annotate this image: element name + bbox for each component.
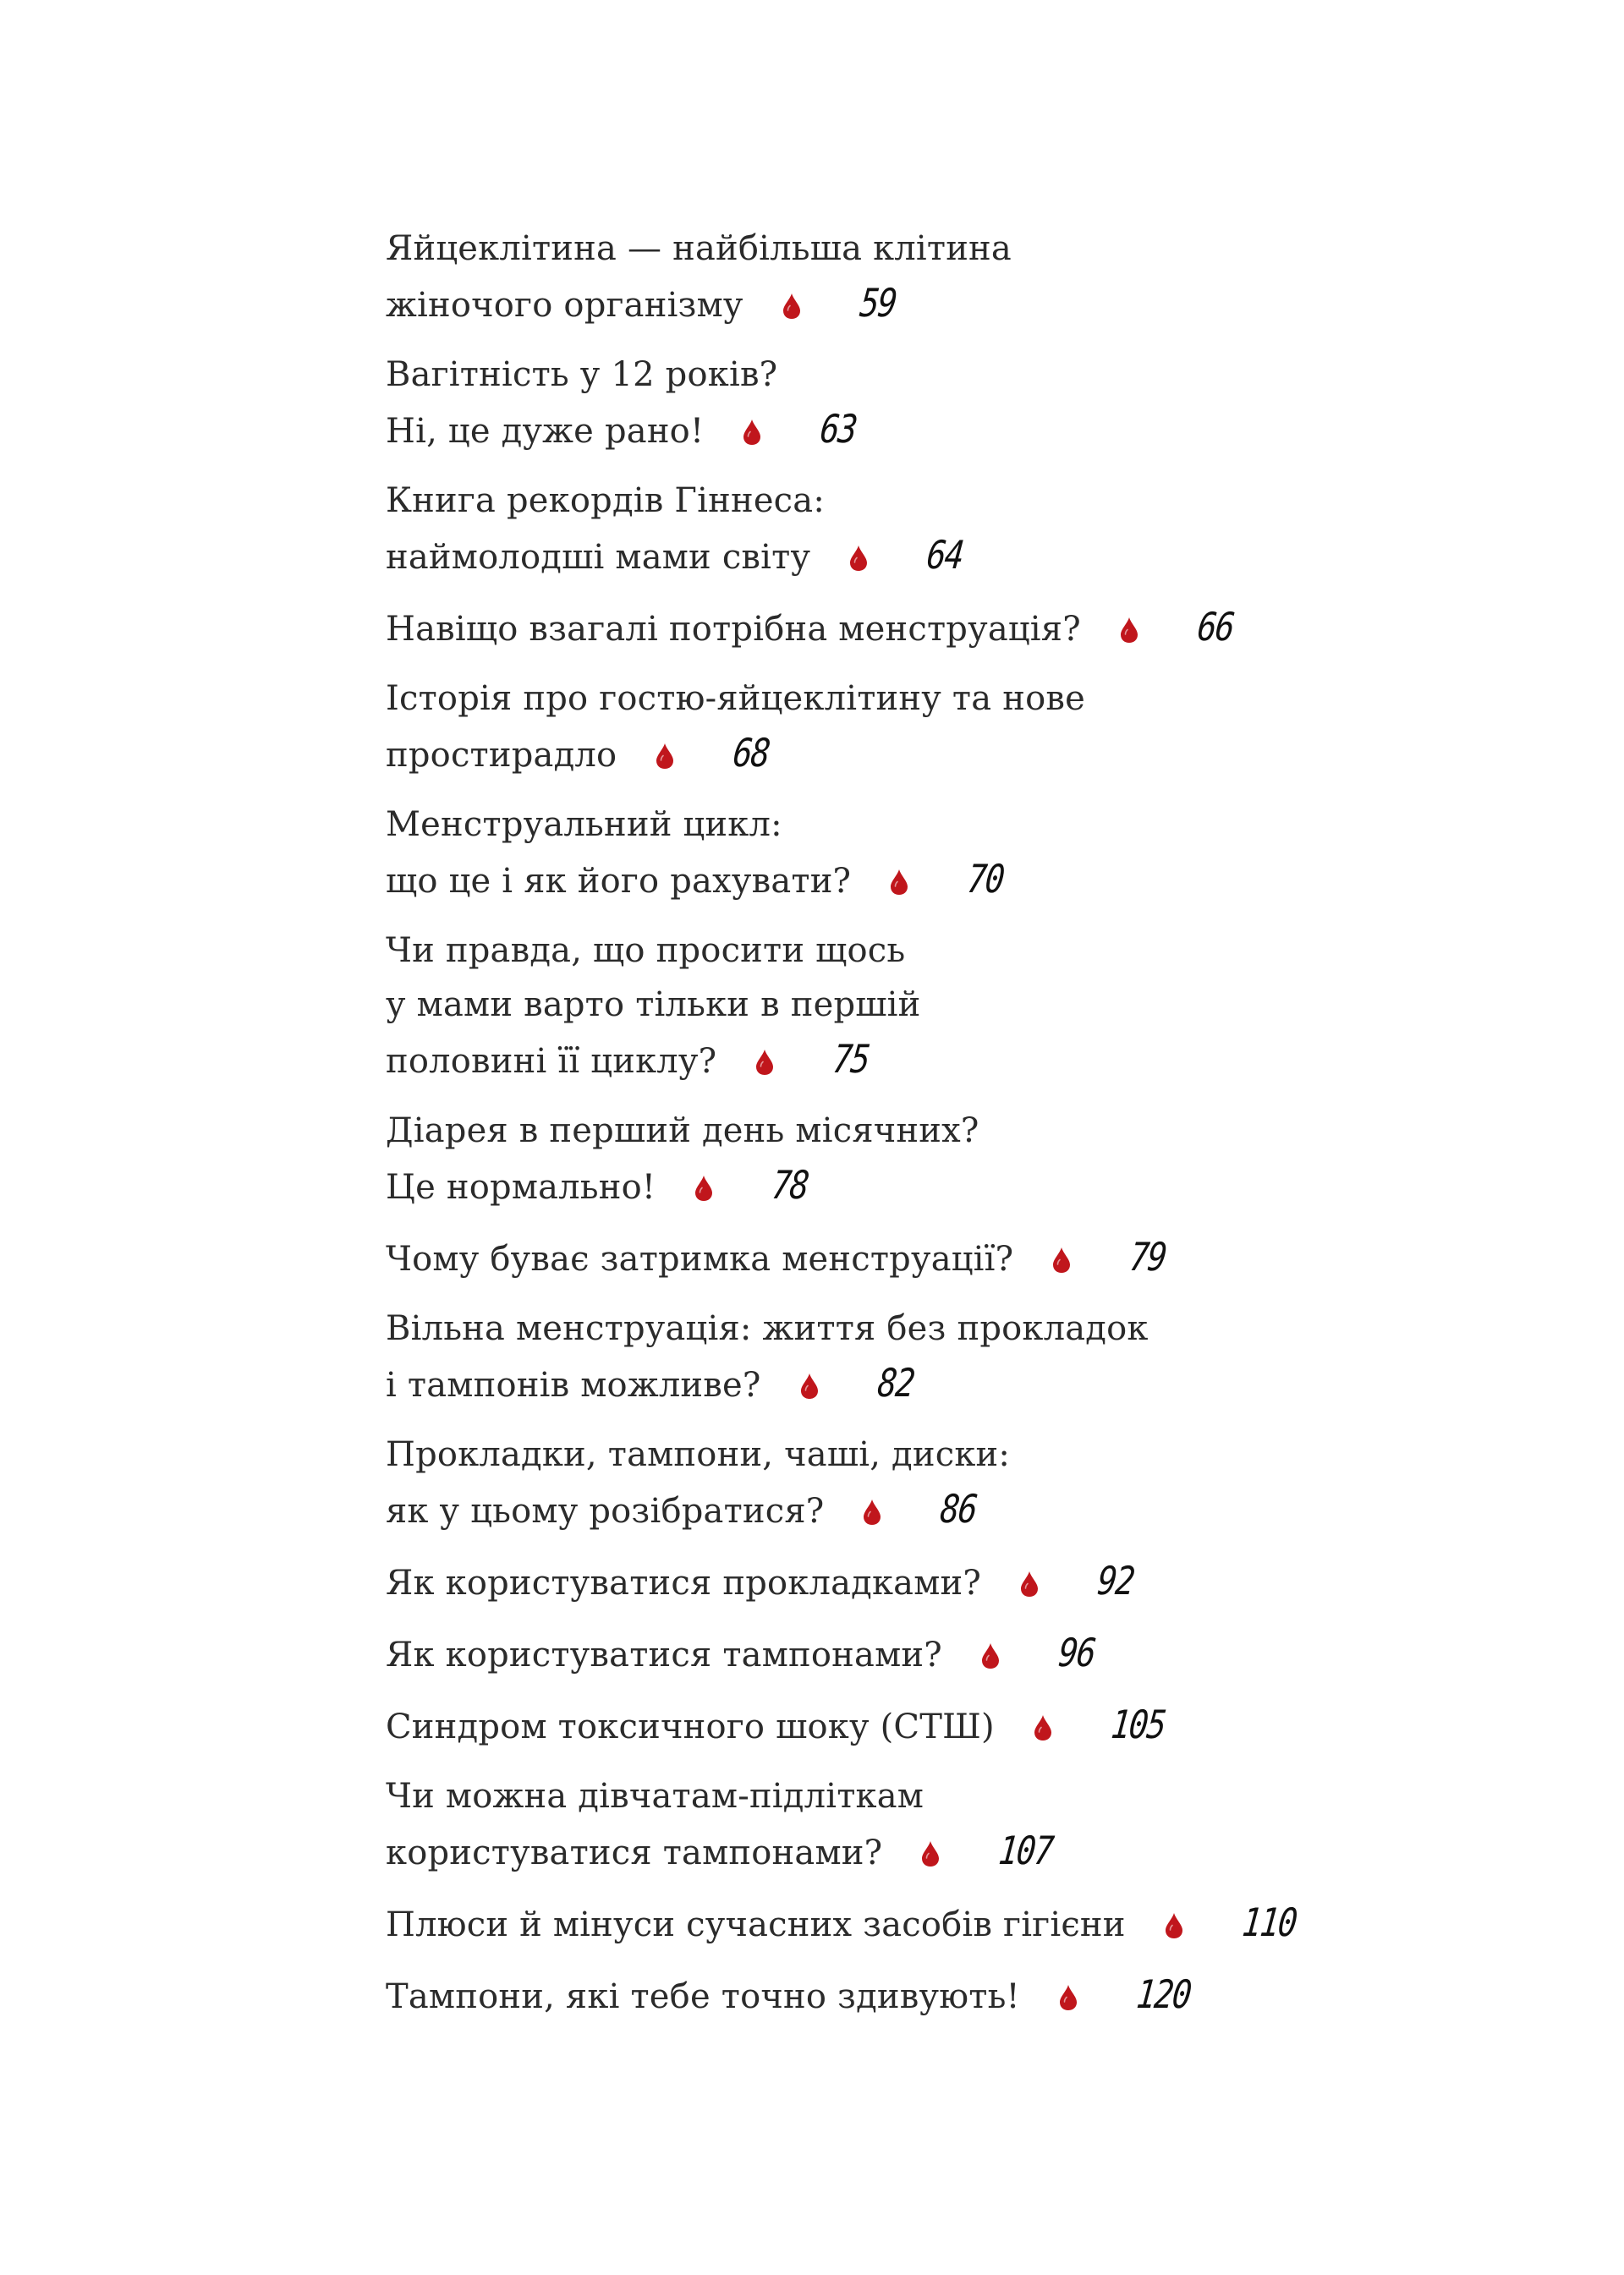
toc-page-marker [1165,1895,1308,1952]
toc-title-line [386,924,1485,978]
toc-title-text: половині її циклу? [386,1042,717,1081]
page-number: 75 [831,1036,872,1082]
toc-page-marker [981,1625,1102,1682]
blood-drop-icon [1165,1912,1183,1939]
toc-title-text: Діарея в перший день місячних? [386,1111,979,1150]
toc-title-text: Як користуватися прокладками? [386,1564,982,1603]
toc-title-text: користуватися тампонами? [386,1834,883,1872]
toc-title-text: Книга рекордів Гіннеса: [386,481,826,520]
toc-title-text: Чому буває затримка менструації? [386,1240,1014,1279]
toc-title-line [386,600,1485,656]
toc-title-line [386,402,1485,458]
toc-title-text: Яйцеклітина — найбільша клітина [386,229,1012,268]
toc-page-marker [782,276,903,332]
blood-drop-icon [1059,1984,1078,2011]
blood-drop-icon [743,419,761,446]
toc-title-line [386,1823,1485,1880]
toc-title-line [386,1230,1485,1286]
toc-entry [386,1302,1485,1412]
toc-title-text: як у цьому розібратися? [386,1492,825,1531]
blood-drop-icon [849,545,868,572]
toc-title-text: і тампонів можливе? [386,1366,761,1405]
toc-page-marker [800,1356,921,1412]
toc-entry [386,1554,1485,1610]
toc-page-marker [656,726,776,782]
toc-title-text: Як користуватися тампонами? [386,1636,942,1675]
toc-entry [386,1230,1485,1286]
toc-page-marker [890,852,1011,908]
blood-drop-icon [800,1373,819,1400]
toc-title-line [386,1554,1485,1610]
page-number: 66 [1195,604,1236,650]
toc-page-marker [755,1032,876,1088]
page-number: 79 [1127,1234,1169,1280]
toc-title-line [386,1625,1485,1682]
toc-title-line [386,474,1485,528]
blood-drop-icon [1120,617,1138,644]
toc-title-line [386,1895,1485,1952]
toc-page-marker [694,1158,815,1214]
toc-title-text: Чи правда, що просити щось [386,931,906,970]
toc-title-line [386,1032,1485,1088]
toc-page-marker [849,528,970,584]
blood-drop-icon [1020,1571,1039,1598]
blood-drop-icon [1052,1247,1071,1274]
toc-title-line [386,276,1485,332]
toc-title-text: Навіщо взагалі потрібна менструація? [386,610,1081,649]
toc-entry [386,222,1485,332]
toc-title-line [386,1697,1485,1754]
page-number: 59 [857,280,898,326]
toc-entry [386,1697,1485,1754]
toc-title-line [386,1428,1485,1482]
toc-entry [386,1625,1485,1682]
toc-title-line [386,852,1485,908]
page-number: 86 [938,1486,979,1532]
toc-title-line [386,798,1485,852]
toc-title-text: Менструальний цикл: [386,805,782,844]
page-number: 64 [924,532,966,578]
blood-drop-icon [890,869,908,896]
toc-entry [386,1769,1485,1880]
blood-drop-icon [656,743,674,770]
blood-drop-icon [782,293,801,320]
page-number: 82 [875,1360,916,1406]
toc-title-text: Вільна менструація: життя без прокладок [386,1309,1149,1348]
blood-drop-icon [755,1049,774,1076]
toc-title-line [386,348,1485,402]
toc-title-text: Чи можна дівчатам-підліткам [386,1777,924,1816]
page-number: 78 [770,1162,811,1208]
toc-entry [386,672,1485,782]
blood-drop-icon [921,1840,940,1867]
toc-entry [386,474,1485,584]
blood-drop-icon [694,1175,713,1202]
blood-drop-icon [1034,1714,1052,1741]
toc-title-line [386,528,1485,584]
toc-title-text: Історія про гостю-яйцеклітину та нове [386,679,1085,718]
page-number: 92 [1095,1558,1137,1603]
toc-title-text: Тампони, які тебе точно здивують! [386,1977,1020,2016]
toc-entry [386,1428,1485,1538]
page-number: 70 [965,856,1007,902]
toc-title-text: що це і як його рахувати? [386,862,852,901]
toc-entry [386,924,1485,1088]
toc-title-line [386,1356,1485,1412]
page-number: 120 [1133,1971,1193,2017]
page-number: 96 [1056,1630,1097,1675]
page-number: 105 [1108,1702,1167,1747]
toc-title-line [386,1104,1485,1158]
toc-entry [386,1895,1485,1952]
toc-entry [386,600,1485,656]
toc-title-text: у мами варто тільки в першій [386,985,921,1024]
toc-title-line [386,978,1485,1032]
toc-page-marker [1059,1967,1202,2024]
toc-title-line [386,1769,1485,1823]
toc-title-line [386,1158,1485,1214]
toc-entry [386,348,1485,458]
page-number: 68 [731,730,772,776]
toc-title-text: Це нормально! [386,1168,656,1207]
toc-title-line [386,726,1485,782]
toc-page-marker [743,402,864,458]
blood-drop-icon [863,1499,881,1526]
page-number: 107 [996,1828,1056,1873]
toc-title-line [386,222,1485,276]
toc-title-text: Синдром токсичного шоку (СТШ) [386,1708,995,1746]
toc-title-text: Ні, це дуже рано! [386,412,705,451]
toc-entry [386,1104,1485,1214]
toc-entry [386,1967,1485,2024]
toc-title-text: Плюси й мінуси сучасних засобів гігієни [386,1905,1126,1944]
toc-title-line [386,672,1485,726]
page-number: 63 [818,406,859,452]
toc-page-marker [921,1823,1064,1880]
toc-page-marker [1020,1554,1141,1610]
toc-title-line [386,1302,1485,1356]
toc-title-text: Прокладки, тампони, чаші, диски: [386,1435,1011,1474]
table-of-contents [386,222,1485,2039]
toc-page-marker [1034,1697,1177,1754]
blood-drop-icon [981,1642,1000,1669]
toc-title-text: жіночого організму [386,286,743,325]
toc-title-text: наймолодші мами світу [386,538,811,577]
toc-title-line [386,1482,1485,1538]
toc-entry [386,798,1485,908]
toc-page-marker [1052,1230,1173,1286]
toc-title-text: Вагітність у 12 років? [386,355,778,394]
toc-page-marker [863,1482,984,1538]
page-number: 110 [1239,1899,1298,1945]
toc-title-line [386,1967,1485,2024]
toc-title-text: простирадло [386,736,617,775]
toc-page-marker [1120,600,1241,656]
